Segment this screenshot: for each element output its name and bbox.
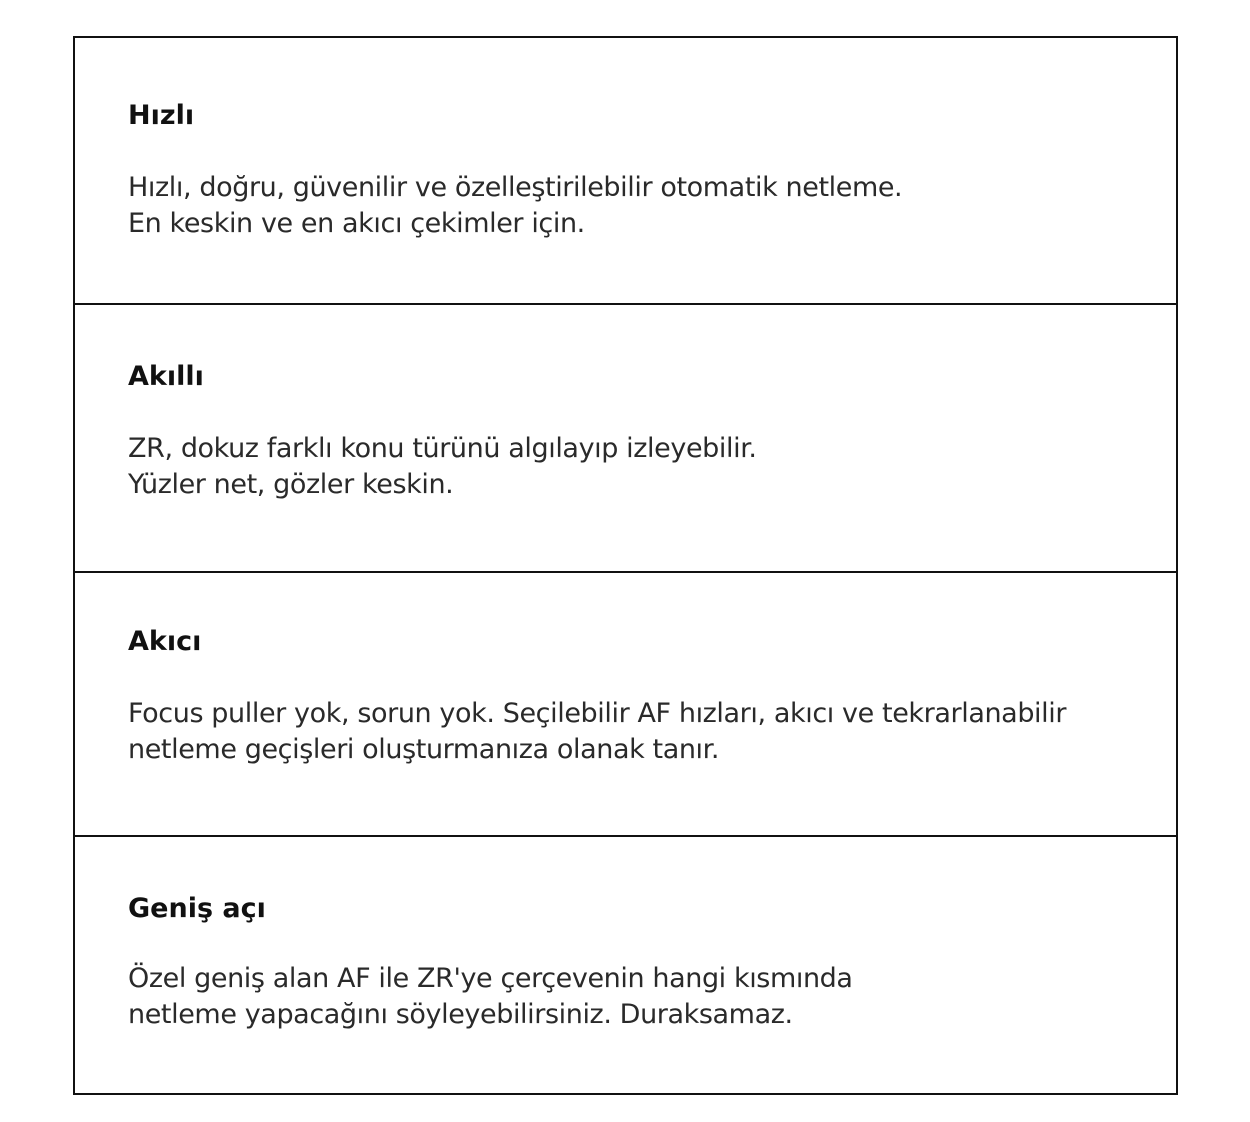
feature-row-genis-aci <box>75 837 1176 1093</box>
feature-description-line: Yüzler net, gözler keskin. <box>128 469 454 500</box>
feature-description <box>128 431 757 503</box>
feature-description-line: netleme yapacağını söyleyebilirsiniz. Duraksamaz. <box>128 999 793 1030</box>
feature-title: Akıcı <box>128 626 202 657</box>
feature-title: Geniş açı <box>128 893 266 924</box>
feature-title: Akıllı <box>128 361 204 392</box>
feature-title: Hızlı <box>128 100 195 131</box>
feature-table <box>73 36 1178 1095</box>
feature-row-akici <box>75 573 1176 837</box>
feature-row-akilli <box>75 305 1176 573</box>
feature-description-line: En keskin ve en akıcı çekimler için. <box>128 208 585 239</box>
feature-row-hizli <box>75 38 1176 305</box>
feature-description-line: ZR, dokuz farklı konu türünü algılayıp izleyebilir. <box>128 433 757 464</box>
feature-description-line: Hızlı, doğru, güvenilir ve özelleştirilebilir otomatik netleme. <box>128 172 903 203</box>
feature-description-line: netleme geçişleri oluşturmanıza olanak tanır. <box>128 734 720 765</box>
feature-description <box>128 170 902 242</box>
feature-description <box>128 961 853 1033</box>
feature-description-line: Özel geniş alan AF ile ZR'ye çerçevenin hangi kısmında <box>128 963 853 994</box>
feature-description-line: Focus puller yok, sorun yok. Seçilebilir AF hızları, akıcı ve tekrarlanabilir <box>128 698 1067 729</box>
feature-description <box>128 696 1066 768</box>
